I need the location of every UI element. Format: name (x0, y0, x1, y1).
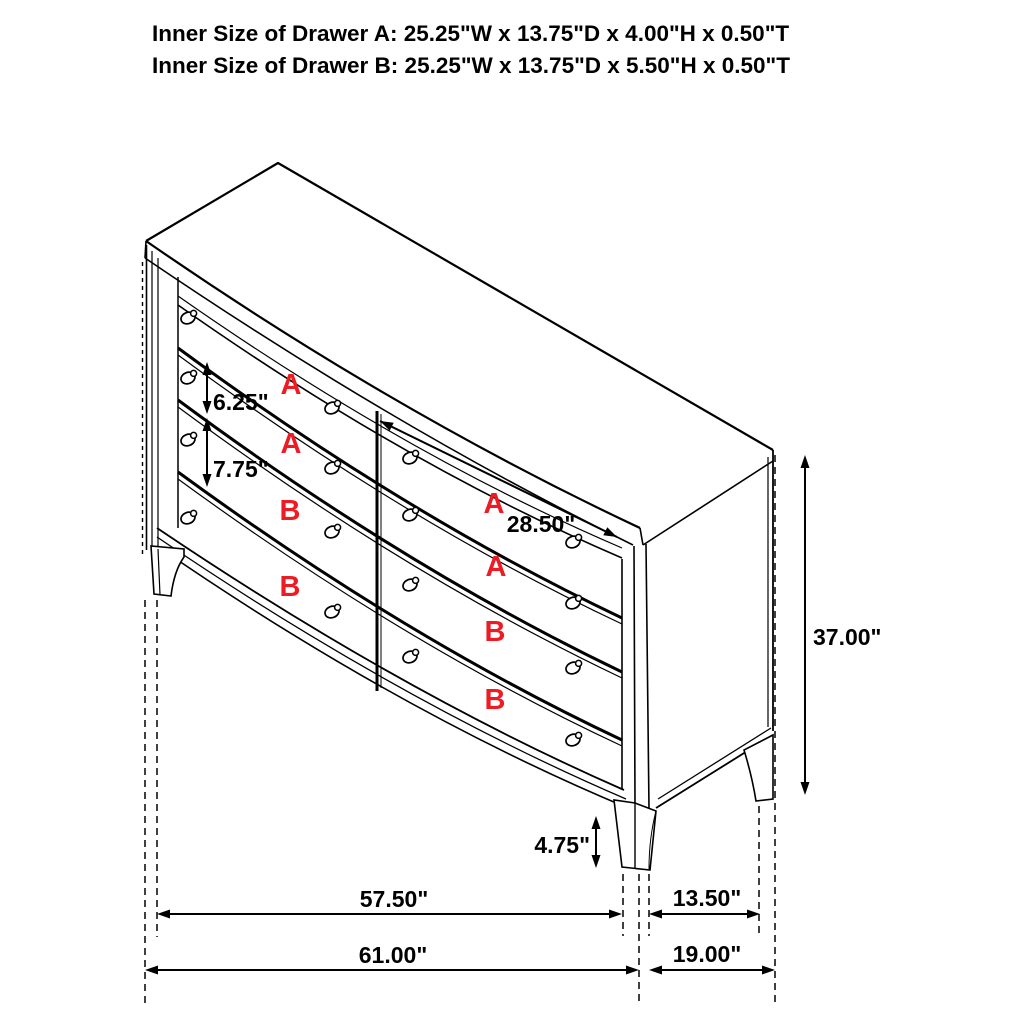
left-drawer3-label: B (279, 495, 301, 527)
right-drawer4-label: B (484, 684, 506, 716)
dim-side-depth (649, 885, 760, 919)
arrowhead-down (801, 782, 810, 795)
dim-label: 61.00" (358, 942, 428, 968)
arrowhead-right (762, 966, 775, 975)
left-drawer2-label: A (280, 428, 302, 460)
knob-icon (323, 604, 341, 620)
dim-label: 19.00" (672, 941, 742, 967)
dim-leg-height (534, 816, 600, 868)
knob-icon (323, 524, 341, 540)
arrowhead-right (609, 910, 622, 919)
dim-label: 13.50" (672, 885, 742, 911)
arrowhead-right (626, 966, 639, 975)
base-rail-top (157, 528, 624, 790)
arrowhead-up (801, 455, 810, 468)
dim-overall-depth (649, 941, 775, 975)
dim-label: 57.50" (359, 886, 429, 912)
left-edge (143, 245, 179, 556)
top-right-corner-edge (640, 528, 643, 545)
knob-icon (401, 649, 419, 665)
arrowhead-left (649, 910, 662, 919)
knob-icon (179, 432, 197, 448)
dim-label: 37.00" (813, 624, 882, 650)
front-left-leg (151, 546, 184, 596)
knob-icon (179, 310, 197, 326)
knob-icon (179, 370, 197, 386)
arrowhead-left (157, 910, 170, 919)
dim-label: 4.75" (534, 832, 590, 858)
side-front-edge (646, 544, 649, 809)
header-drawer-b-size: Inner Size of Drawer B: 25.25"W x 13.75"D x 5.50"H x 0.50"T (152, 53, 790, 78)
right-drawer1-label: A (483, 488, 505, 520)
right-drawer3-label: B (484, 616, 506, 648)
arrowhead-downright (603, 527, 617, 537)
left-drawer4-label: B (279, 571, 301, 603)
arrowhead-down (203, 401, 212, 414)
arrowhead-up (592, 816, 601, 829)
dim-label: 28.50" (506, 511, 576, 537)
dim-case-width (157, 886, 622, 919)
dim-overall-height (801, 455, 882, 795)
arrowhead-right (747, 910, 760, 919)
dim-label: 6.25" (213, 389, 269, 415)
arrowhead-down (592, 855, 601, 868)
rear-right-leg (744, 735, 773, 801)
knob-icon (564, 732, 582, 748)
knob-icon (564, 660, 582, 676)
knob-icon (401, 507, 419, 523)
knob-icon (179, 510, 197, 526)
corner-post-ridge (634, 546, 635, 804)
knob-icon (401, 577, 419, 593)
dim-drawer-b-height (203, 418, 269, 487)
dim-label: 7.75" (213, 456, 269, 482)
arrowhead-left (649, 966, 662, 975)
top-slab-side-bottom (643, 461, 773, 545)
dim-drawer-a-height (203, 362, 269, 415)
right-drawer2-label: A (485, 551, 507, 583)
drawer-rails (157, 296, 628, 808)
header-drawer-a-size: Inner Size of Drawer A: 25.25"W x 13.75"D x 4.00"H x 0.50"T (152, 21, 790, 46)
arrowhead-left (145, 966, 158, 975)
left-drawer1-label: A (280, 369, 302, 401)
knob-icon (323, 460, 341, 476)
dresser-top (145, 163, 773, 545)
top-front-edge (146, 241, 640, 528)
arrowhead-down (203, 474, 212, 487)
knob-icon (401, 450, 419, 466)
extension-lines (145, 455, 775, 1007)
dim-overall-width (145, 942, 639, 975)
